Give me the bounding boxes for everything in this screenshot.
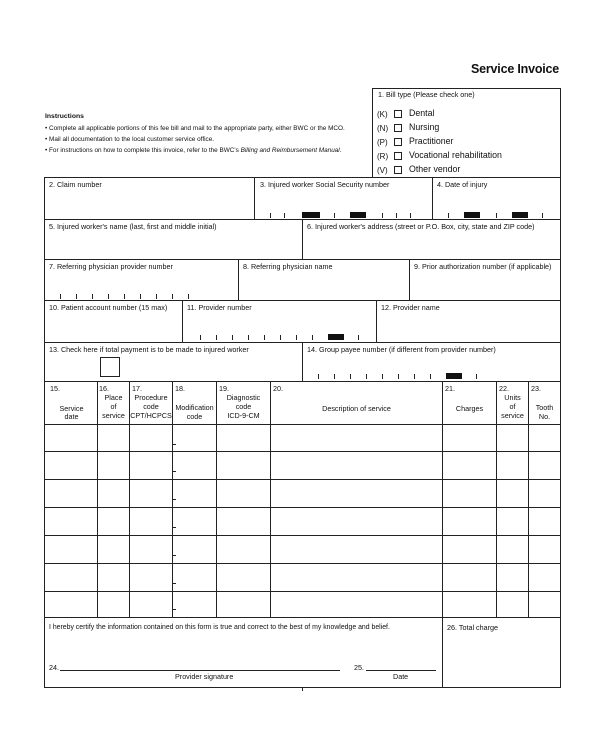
column-label: ICD-9-CM <box>227 411 260 420</box>
claim-number-label: 2. Claim number <box>49 180 102 189</box>
worker-address-input[interactable] <box>304 232 559 258</box>
page-title: Service Invoice <box>471 62 560 76</box>
total-charge-label: 26. Total charge <box>447 623 499 632</box>
ssn-label: 3. Injured worker Social Security number <box>260 180 390 189</box>
other-vendor-checkbox[interactable] <box>394 166 402 174</box>
provider-signature-label: Provider signature <box>175 672 234 681</box>
column-label: Tooth <box>535 403 554 412</box>
column-label: service <box>501 411 524 420</box>
column-label: No. <box>538 412 551 421</box>
nursing-checkbox[interactable] <box>394 124 402 132</box>
column-label: Place <box>104 393 123 402</box>
column-label: Description of service <box>322 404 391 413</box>
table-row[interactable] <box>45 425 560 451</box>
column-label: service <box>102 411 125 420</box>
date-number: 25. <box>354 663 364 672</box>
date-label: Date <box>393 672 409 681</box>
claim-number-input[interactable] <box>46 190 252 218</box>
instruction-line: • Complete all applicable portions of this fee bill and mail to the appropriate party, either BWC or the MCO. <box>45 125 345 132</box>
column-number: 19. <box>219 384 229 393</box>
column-number: 20. <box>273 384 283 393</box>
bill-type-code: (V) <box>377 166 388 175</box>
table-row[interactable] <box>45 508 560 535</box>
certification-statement: I hereby certify the information contained on this form is true and correct to the best of my knowledge and belief. <box>49 624 390 631</box>
bill-type-code: (N) <box>377 124 389 133</box>
pay-injured-worker-checkbox[interactable] <box>100 357 120 377</box>
bill-type-code: (R) <box>377 152 389 161</box>
bill-type-code: (P) <box>377 138 388 147</box>
instruction-line <box>45 146 342 155</box>
prior-authorization-label: 9. Prior authorization number (if applicable) <box>414 262 552 271</box>
column-label: Diagnostic <box>226 393 261 402</box>
column-label: Units <box>504 393 521 402</box>
column-label: CPT/HCPCS <box>130 411 172 420</box>
column-number: 18. <box>175 384 185 393</box>
worker-name-label: 5. Injured worker's name (last, first and middle initial) <box>49 222 217 231</box>
table-row[interactable] <box>45 536 560 563</box>
referring-physician-name-input[interactable] <box>240 272 407 299</box>
date-of-injury-input[interactable] <box>434 190 559 218</box>
column-number: 16. <box>99 384 109 393</box>
provider-name-input[interactable] <box>378 313 559 341</box>
column-label: code <box>235 402 252 411</box>
pay-injured-worker-label: 13. Check here if total payment is to be made to injured worker <box>49 345 249 354</box>
table-row[interactable] <box>45 592 560 617</box>
signature-date-input[interactable] <box>366 655 436 670</box>
instruction-text: • For instructions on how to complete this invoice, refer to the BWC's <box>45 147 239 154</box>
column-label: Procedure <box>134 393 168 402</box>
column-label: code <box>143 402 159 411</box>
dental-checkbox[interactable] <box>394 110 402 118</box>
table-row[interactable] <box>45 564 560 591</box>
patient-account-label: 10. Patient account number (15 max) <box>49 303 168 312</box>
instructions-heading: Instructions <box>45 113 84 120</box>
bill-type-label: 1. Bill type (Please check one) <box>378 90 475 99</box>
column-label: of <box>509 402 516 411</box>
table-row[interactable] <box>45 480 560 507</box>
referring-physician-name-label: 8. Referring physician name <box>243 262 333 271</box>
total-charge-input[interactable] <box>444 633 559 686</box>
column-label: code <box>186 412 203 421</box>
column-number: 22. <box>499 384 509 393</box>
column-label: Service <box>59 404 84 413</box>
column-number: 17. <box>132 384 142 393</box>
bill-type-text: Dental <box>409 108 435 118</box>
provider-name-label: 12. Provider name <box>381 303 440 312</box>
prior-authorization-input[interactable] <box>411 272 559 299</box>
bill-type-text: Nursing <box>409 122 440 132</box>
patient-account-input[interactable] <box>46 313 180 341</box>
ssn-input[interactable] <box>256 190 430 218</box>
bill-type-text: Vocational rehabilitation <box>409 150 502 160</box>
worker-address-label: 6. Injured worker's address (street or P.O. Box, city, state and ZIP code) <box>307 222 535 231</box>
group-payee-label: 14. Group payee number (if different from provider number) <box>307 345 496 354</box>
column-label: date <box>64 412 79 421</box>
column-label: Modification <box>175 403 214 412</box>
column-label: of <box>110 402 117 411</box>
provider-number-label: 11. Provider number <box>187 303 252 312</box>
worker-name-input[interactable] <box>46 232 300 258</box>
signature-number: 24. <box>49 663 59 672</box>
manual-reference: Billing and Reimbursement Manual. <box>240 147 342 154</box>
date-of-injury-label: 4. Date of injury <box>437 180 488 189</box>
vocational-checkbox[interactable] <box>394 152 402 160</box>
referring-provider-number-label: 7. Referring physician provider number <box>49 262 173 271</box>
column-number: 15. <box>50 384 60 393</box>
provider-signature-input[interactable] <box>60 655 340 670</box>
referring-provider-number-input[interactable] <box>46 272 236 299</box>
group-payee-input[interactable] <box>304 355 559 380</box>
practitioner-checkbox[interactable] <box>394 138 402 146</box>
provider-number-input[interactable] <box>184 313 374 341</box>
bill-type-text: Other vendor <box>409 164 461 174</box>
column-number: 23. <box>531 384 541 393</box>
instruction-line: • Mail all documentation to the local customer service office. <box>45 136 215 143</box>
bill-type-code: (K) <box>377 110 388 119</box>
column-number: 21. <box>445 384 455 393</box>
column-label: Charges <box>455 404 484 413</box>
table-row[interactable] <box>45 452 560 479</box>
bill-type-text: Practitioner <box>409 136 454 146</box>
